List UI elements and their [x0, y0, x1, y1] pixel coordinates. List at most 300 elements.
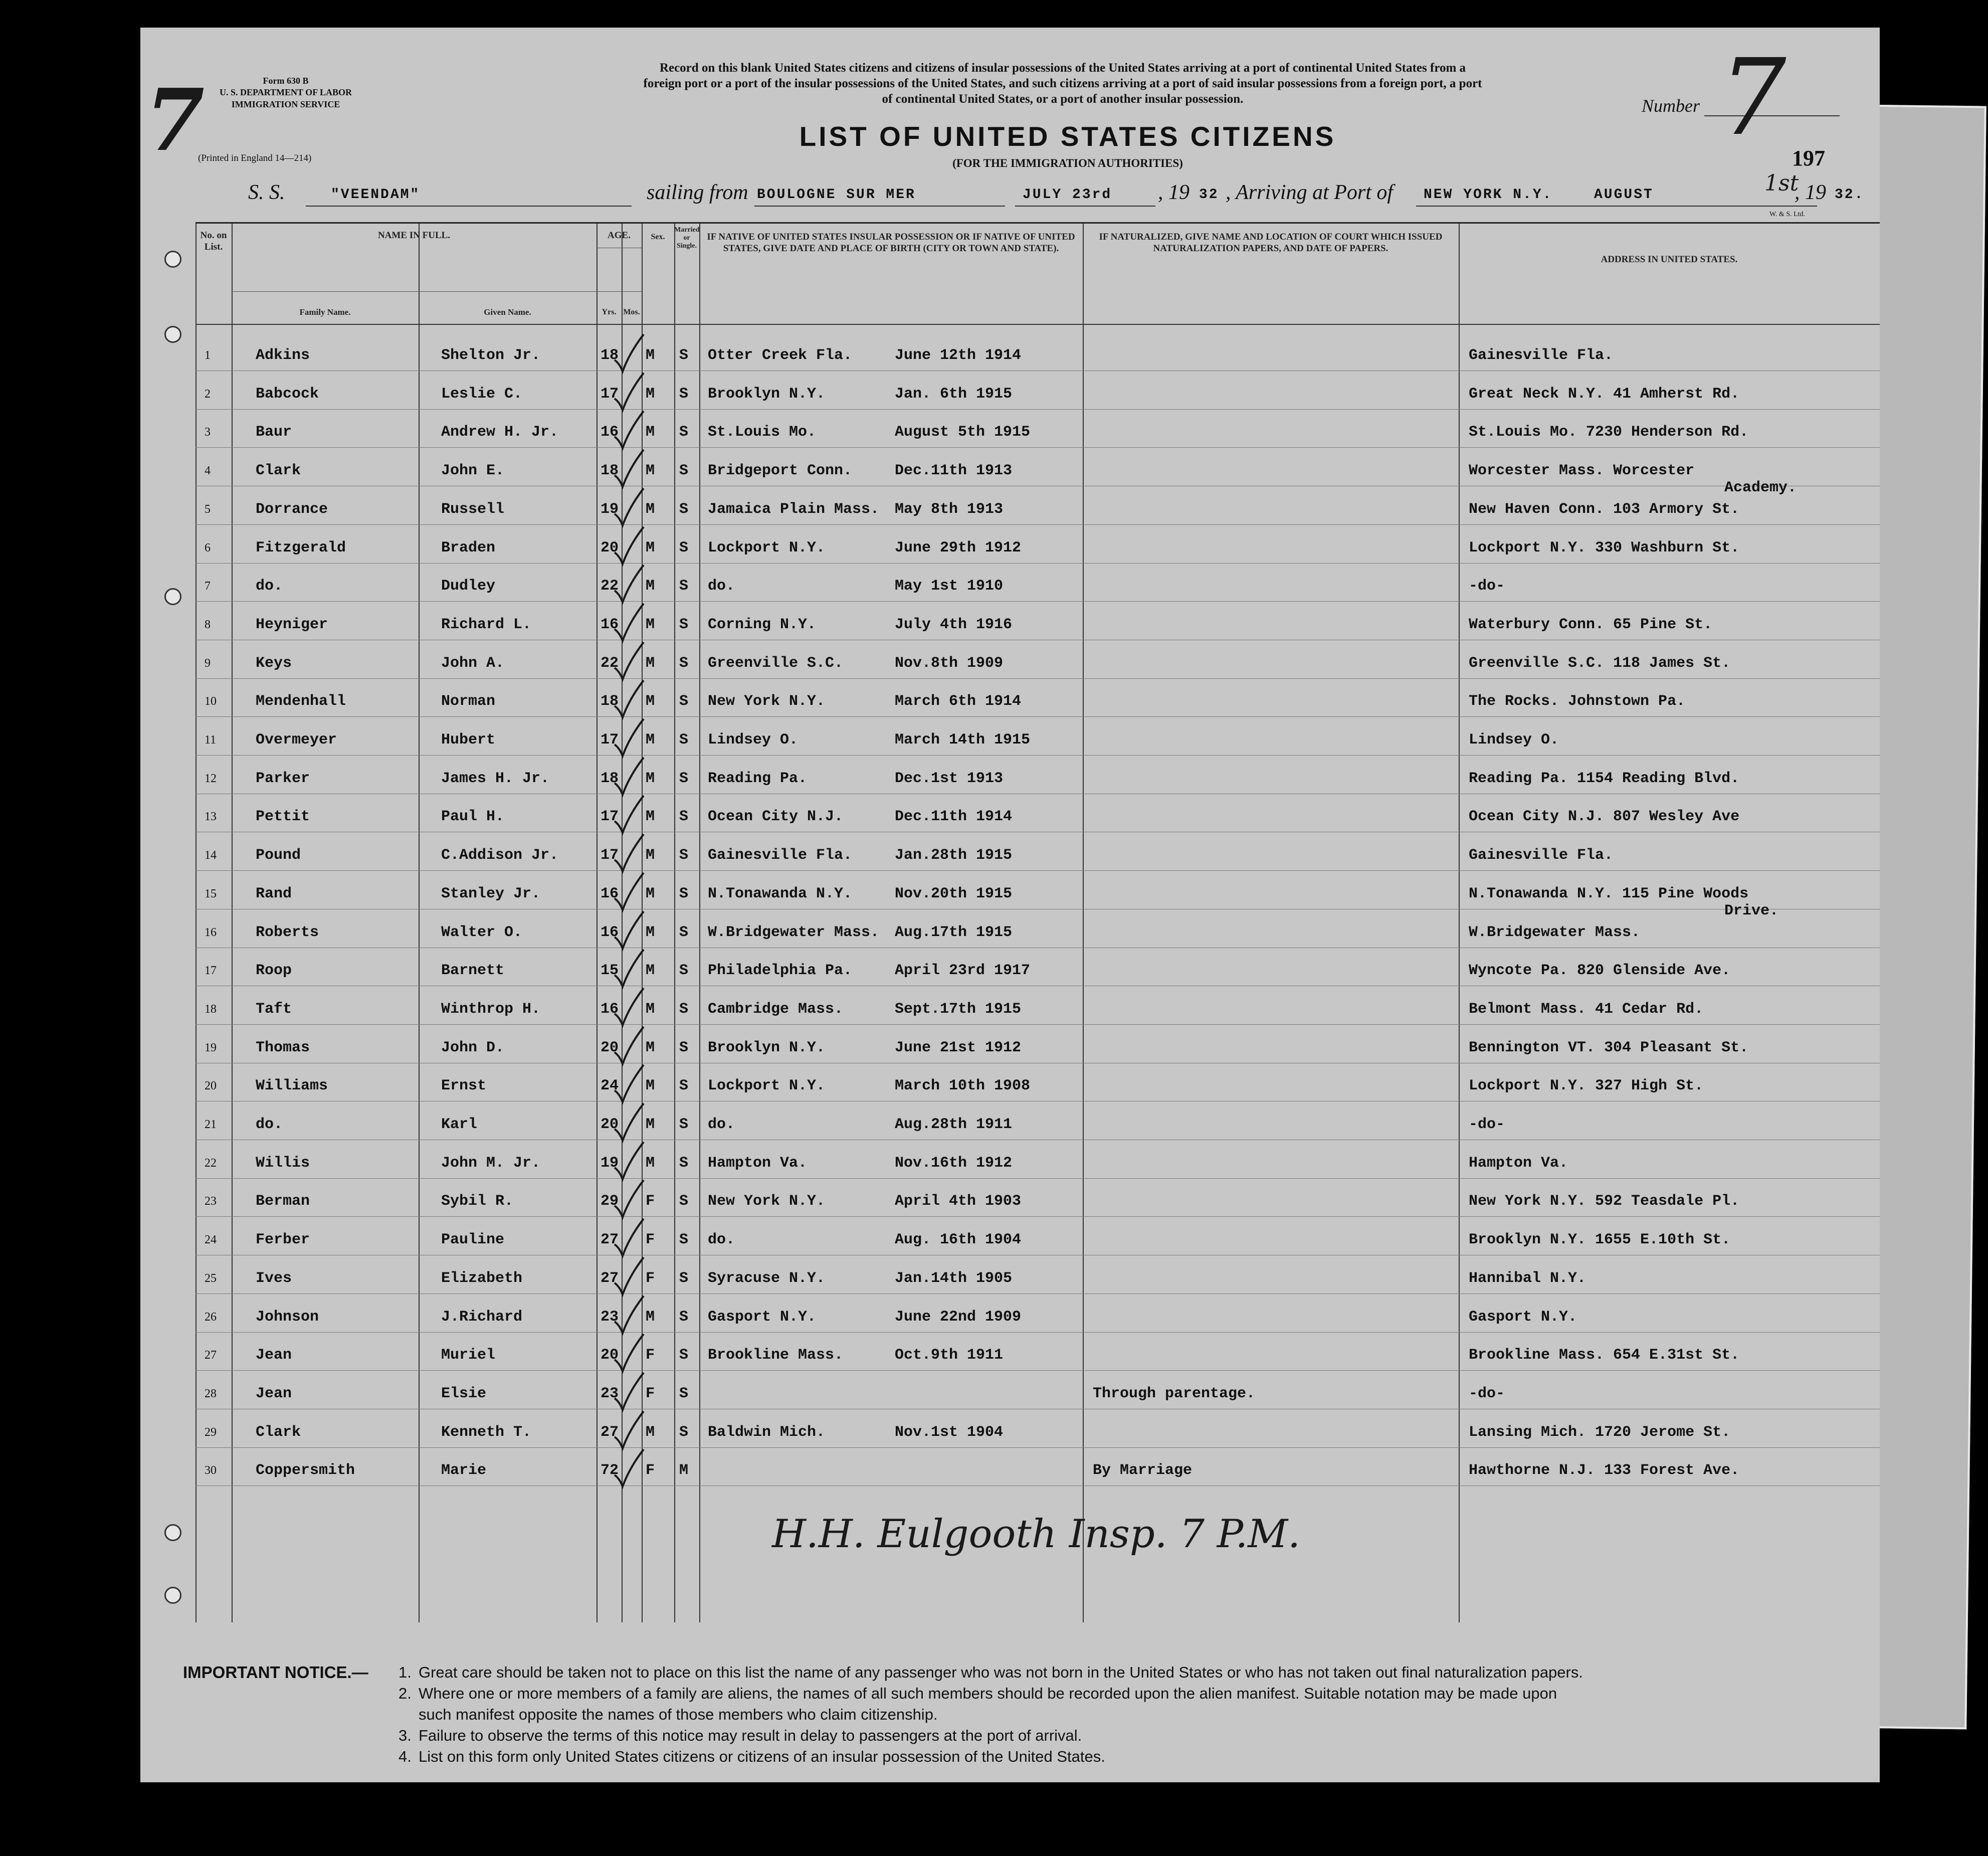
birth-place: do.: [708, 1116, 735, 1133]
sex: F: [646, 1347, 655, 1364]
birth-date: Dec.1st 1913: [895, 770, 1004, 787]
printed-in-note: (Printed in England 14—214): [198, 153, 312, 163]
row-number: 18: [205, 1002, 217, 1016]
given-name: Hubert: [441, 731, 496, 749]
given-name: Russell: [441, 500, 505, 518]
age-years: 16: [601, 424, 619, 441]
birth-date: Nov.8th 1909: [895, 654, 1004, 672]
birth-date: Aug.28th 1911: [895, 1116, 1013, 1133]
row-number: 4: [205, 464, 211, 478]
record-line: of continental United States, or a port of another insular possession.: [882, 92, 1244, 106]
marital-status: S: [679, 462, 689, 480]
birth-date: Nov.20th 1915: [895, 885, 1013, 902]
birth-place: New York N.Y.: [708, 693, 826, 710]
arrival-day: 1st: [1764, 170, 1799, 196]
given-name: C.Addison Jr.: [441, 847, 559, 864]
given-name: Shelton Jr.: [441, 347, 541, 364]
sex: F: [646, 1193, 655, 1210]
age-years: 20: [601, 1116, 619, 1133]
address: Hawthorne N.J. 133 Forest Ave.: [1469, 1462, 1740, 1479]
sex: M: [646, 885, 655, 902]
birth-date: June 12th 1914: [895, 347, 1022, 364]
sex: F: [646, 1231, 655, 1249]
family-name: Baur: [256, 424, 292, 441]
sex: M: [646, 424, 655, 441]
birth-date: June 29th 1912: [895, 539, 1022, 556]
age-years: 18: [601, 770, 619, 787]
notice-item-number: 1.: [399, 1663, 412, 1681]
family-name: Johnson: [256, 1308, 319, 1326]
family-name: Rand: [256, 885, 292, 902]
page-number: 197: [1792, 146, 1825, 170]
given-name: Barnett: [441, 962, 505, 980]
family-name: Willis: [256, 1154, 310, 1172]
birth-date: Nov.16th 1912: [895, 1154, 1013, 1172]
marital-status: S: [679, 923, 689, 941]
birth-place: New York N.Y.: [708, 1193, 826, 1210]
sailing-label: sailing from: [647, 181, 748, 204]
family-name: Overmeyer: [256, 731, 337, 749]
birth-place: N.Tonawanda N.Y.: [708, 885, 853, 902]
age-years: 20: [601, 1347, 619, 1364]
notice-item-text: Failure to observe the terms of this notice may result in delay to passengers at the port of arrival.: [419, 1727, 1082, 1744]
binding-hole: [164, 251, 181, 268]
marital-status: S: [679, 385, 689, 403]
row-number: 25: [205, 1271, 217, 1285]
row-number: 7: [205, 580, 211, 593]
marital-status: S: [679, 1423, 689, 1441]
sex: M: [646, 693, 655, 710]
corner-number: 7: [145, 70, 205, 170]
address: Gainesville Fla.: [1469, 347, 1614, 364]
notice-item-number: 2.: [399, 1685, 412, 1702]
address: N.Tonawanda N.Y. 115 Pine Woods: [1469, 885, 1749, 902]
marital-status: S: [679, 770, 689, 787]
arrival-month: AUGUST: [1594, 187, 1654, 203]
department: U. S. DEPARTMENT OF LABOR: [219, 87, 352, 98]
sex: M: [646, 1308, 655, 1326]
family-name: Roberts: [256, 923, 319, 941]
marital-status: S: [679, 1385, 689, 1402]
sex: F: [646, 1385, 655, 1402]
col-given-name: Given Name.: [484, 307, 531, 317]
birth-date: Dec.11th 1913: [895, 462, 1013, 480]
birth-date: May 1st 1910: [895, 578, 1004, 595]
sex: M: [646, 923, 655, 941]
notice-title: IMPORTANT NOTICE.—: [183, 1663, 368, 1682]
address: Belmont Mass. 41 Cedar Rd.: [1469, 1000, 1704, 1018]
row-number: 15: [205, 887, 217, 900]
age-years: 23: [601, 1385, 619, 1402]
age-years: 23: [601, 1308, 619, 1326]
sex: M: [646, 770, 655, 787]
birth-date: April 4th 1903: [895, 1193, 1022, 1210]
record-instructions: [461, 60, 1664, 107]
age-years: 20: [601, 539, 619, 556]
given-name: Leslie C.: [441, 385, 523, 403]
arriving-label: , Arriving at Port of: [1226, 181, 1394, 204]
marital-status: S: [679, 500, 689, 518]
marital-status: S: [679, 1347, 689, 1364]
address: Worcester Mass. Worcester: [1469, 462, 1695, 480]
given-name: Ernst: [441, 1077, 487, 1095]
birth-place: Jamaica Plain Mass.: [708, 500, 880, 518]
row-number: 12: [205, 772, 217, 785]
sex: M: [646, 1000, 655, 1018]
marital-status: S: [679, 962, 689, 980]
row-number: 21: [205, 1118, 217, 1131]
given-name: John D.: [441, 1039, 505, 1056]
notice-item: [399, 1746, 1105, 1767]
address: Wyncote Pa. 820 Glenside Ave.: [1469, 962, 1731, 980]
given-name: J.Richard: [441, 1308, 523, 1326]
address: Ocean City N.J. 807 Wesley Ave: [1469, 808, 1740, 826]
row-number: 30: [205, 1464, 217, 1477]
depart-year-prefix: , 19: [1158, 181, 1189, 204]
address: Gainesville Fla.: [1469, 847, 1614, 864]
marital-status: S: [679, 808, 689, 826]
birth-date: Nov.1st 1904: [895, 1423, 1004, 1441]
sex: M: [646, 1154, 655, 1172]
row-number: 27: [205, 1349, 217, 1362]
row-number: 20: [205, 1079, 217, 1093]
address: Lockport N.Y. 327 High St.: [1469, 1077, 1704, 1095]
family-name: Heyniger: [256, 616, 328, 633]
row-number: 11: [205, 733, 217, 747]
col-yrs: Yrs.: [602, 308, 617, 316]
given-name: Paul H.: [441, 808, 505, 826]
sex: F: [646, 1462, 655, 1479]
age-years: 27: [601, 1231, 619, 1249]
address: New Haven Conn. 103 Armory St.: [1469, 500, 1740, 518]
birth-place: Greenville S.C.: [708, 654, 844, 672]
marital-status: S: [679, 1077, 689, 1095]
birth-place: Brookline Mass.: [708, 1347, 844, 1364]
family-name: Jean: [256, 1385, 292, 1402]
marital-status: S: [679, 1269, 689, 1287]
sex: M: [646, 731, 655, 749]
row-number: 29: [205, 1425, 217, 1439]
col-mos: Mos.: [623, 308, 640, 316]
family-name: Parker: [256, 770, 310, 787]
family-name: Roop: [256, 962, 292, 980]
birth-date: Jan. 6th 1915: [895, 385, 1013, 403]
printer-mark: W. & S. Ltd.: [1769, 211, 1806, 218]
record-line: Record on this blank United States citizens and citizens of insular possessions of the United States arriving at a port of continental United States from a: [659, 61, 1466, 75]
sex: M: [646, 500, 655, 518]
address: Lansing Mich. 1720 Jerome St.: [1469, 1423, 1731, 1441]
birth-place: do.: [708, 578, 735, 595]
address: Brooklyn N.Y. 1655 E.10th St.: [1469, 1231, 1731, 1249]
row-number: 24: [205, 1233, 217, 1247]
ship-name: "VEENDAM": [331, 187, 421, 203]
family-name: Pound: [256, 847, 301, 864]
col-name-in-full: NAME IN FULL.: [377, 230, 451, 241]
marital-status: S: [679, 1308, 689, 1326]
marital-status: S: [679, 1193, 689, 1210]
given-name: John E.: [441, 462, 505, 480]
address: Hannibal N.Y.: [1469, 1269, 1586, 1287]
birth-date: March 14th 1915: [895, 731, 1031, 749]
birth-place: Lockport N.Y.: [708, 539, 826, 556]
row-number: 8: [205, 618, 211, 631]
binding-hole: [164, 326, 181, 343]
form-identifier: [206, 75, 366, 110]
address: Waterbury Conn. 65 Pine St.: [1469, 616, 1713, 633]
notice-item-text: Great care should be taken not to place on this list the name of any passenger who was not born in the United States or who has not taken out final naturalization papers.: [419, 1663, 1583, 1681]
arrival-year: 32.: [1835, 187, 1865, 203]
form-number: Form 630 B: [263, 76, 309, 86]
address: Bennington VT. 304 Pleasant St.: [1469, 1039, 1749, 1056]
notice-item-text: List on this form only United States citizens or citizens of an insular possession of the United States.: [419, 1748, 1105, 1765]
sex: M: [646, 462, 655, 480]
given-name: Pauline: [441, 1231, 505, 1249]
given-name: Dudley: [441, 578, 496, 595]
given-name: Karl: [441, 1116, 478, 1133]
given-name: John M. Jr.: [441, 1154, 541, 1172]
row-number: 17: [205, 964, 217, 978]
address: Great Neck N.Y. 41 Amherst Rd.: [1469, 385, 1740, 403]
row-number: 19: [205, 1041, 217, 1054]
birth-place: Baldwin Mich.: [708, 1423, 826, 1441]
age-years: 20: [601, 1039, 619, 1056]
birth-place: Ocean City N.J.: [708, 808, 844, 826]
age-years: 22: [601, 654, 619, 672]
from-port: BOULOGNE SUR MER: [757, 187, 916, 203]
birth-place: Gainesville Fla.: [708, 847, 853, 864]
naturalization: By Marriage: [1093, 1462, 1192, 1479]
sex: M: [646, 347, 655, 364]
age-years: 19: [601, 1154, 619, 1172]
address: -do-: [1469, 578, 1505, 595]
sex: M: [646, 1039, 655, 1056]
sex: F: [646, 1269, 655, 1287]
row-number: 9: [205, 656, 211, 670]
family-name: Clark: [256, 462, 301, 480]
birth-place: St.Louis Mo.: [708, 424, 817, 441]
arrival-year-prefix: , 19: [1795, 181, 1826, 204]
arrival-port: NEW YORK N.Y.: [1424, 187, 1553, 203]
given-name: Marie: [441, 1462, 487, 1479]
marital-status: S: [679, 885, 689, 902]
birth-place: Hampton Va.: [708, 1154, 808, 1172]
col-birth: IF NATIVE OF UNITED STATES INSULAR POSSESSION OR IF NATIVE OF UNITED STATES, GIVE DATE AND PLACE OF BIRTH (CITY OR TOWN AND STATE).: [707, 232, 1075, 254]
address: Lindsey O.: [1469, 731, 1559, 749]
binding-hole: [164, 1587, 181, 1604]
row-number: 14: [205, 849, 217, 862]
given-name: Andrew H. Jr.: [441, 424, 559, 441]
given-name: Walter O.: [441, 923, 523, 941]
col-no: No. on List.: [200, 230, 227, 252]
col-naturalized: IF NATURALIZED, GIVE NAME AND LOCATION OF COURT WHICH ISSUED NATURALIZATION PAPERS, AND DATE OF PAPERS.: [1099, 232, 1443, 254]
row-number: 23: [205, 1195, 217, 1208]
age-years: 17: [601, 847, 619, 864]
birth-place: Otter Creek Fla.: [708, 347, 853, 364]
given-name: Muriel: [441, 1347, 496, 1364]
passenger-table: [195, 222, 1880, 1622]
depart-date: JULY 23rd: [1023, 187, 1112, 203]
birth-place: Cambridge Mass.: [708, 1000, 844, 1018]
sex: M: [646, 808, 655, 826]
address: Lockport N.Y. 330 Washburn St.: [1469, 539, 1740, 556]
list-number: 7: [1719, 36, 1786, 159]
given-name: Sybil R.: [441, 1193, 514, 1210]
sex: M: [646, 616, 655, 633]
address: Gasport N.Y.: [1469, 1308, 1577, 1326]
age-years: 16: [601, 923, 619, 941]
given-name: Elsie: [441, 1385, 487, 1402]
sex: M: [646, 1116, 655, 1133]
row-number: 5: [205, 502, 211, 516]
age-years: 16: [601, 1000, 619, 1018]
given-name: Elizabeth: [441, 1269, 523, 1287]
sex: M: [646, 539, 655, 556]
given-name: Norman: [441, 693, 496, 710]
col-family-name: Family Name.: [299, 307, 351, 317]
birth-place: Corning N.Y.: [708, 616, 817, 633]
binding-hole: [164, 1524, 181, 1541]
family-name: Coppersmith: [256, 1462, 355, 1479]
notice-item-text: such manifest opposite the names of those members who claim citizenship.: [419, 1706, 938, 1723]
family-name: Babcock: [256, 385, 319, 403]
notice-item-number: 3.: [399, 1727, 412, 1744]
birth-date: Jan.28th 1915: [895, 847, 1013, 864]
address: -do-: [1469, 1385, 1505, 1402]
sex: M: [646, 962, 655, 980]
address: St.Louis Mo. 7230 Henderson Rd.: [1469, 424, 1749, 441]
birth-date: March 6th 1914: [895, 693, 1022, 710]
row-number: 2: [205, 387, 211, 401]
marital-status: S: [679, 424, 689, 441]
marital-status: S: [679, 347, 689, 364]
family-name: Mendenhall: [256, 693, 346, 710]
family-name: Williams: [256, 1077, 328, 1095]
birth-date: March 10th 1908: [895, 1077, 1031, 1095]
depart-year: 32: [1199, 187, 1219, 203]
birth-date: Aug. 16th 1904: [895, 1231, 1022, 1249]
family-name: Berman: [256, 1193, 310, 1210]
marital-status: S: [679, 1154, 689, 1172]
given-name: Winthrop H.: [441, 1000, 541, 1018]
marital-status: S: [679, 654, 689, 672]
given-name: Kenneth T.: [441, 1423, 532, 1441]
row-number: 16: [205, 925, 217, 939]
address-continued: Drive.: [1724, 902, 1779, 919]
birth-place: Brooklyn N.Y.: [708, 1039, 826, 1056]
marital-status: S: [679, 1000, 689, 1018]
notice-item-text: Where one or more members of a family are aliens, the names of all such members should be recorded upon the alien manifest. Suitable notation may be made upon: [419, 1685, 1557, 1702]
row-number: 6: [205, 541, 211, 554]
age-years: 18: [601, 347, 619, 364]
marital-status: S: [679, 731, 689, 749]
sex: M: [646, 1423, 655, 1441]
marital-status: S: [679, 847, 689, 864]
age-years: 16: [601, 616, 619, 633]
age-years: 72: [601, 1462, 619, 1479]
record-line: foreign port or a port of the insular possessions of the United States, and such citizens arriving at a port of said insular possessions from a foreign port, a port: [643, 77, 1482, 90]
col-age: AGE.: [608, 230, 631, 241]
birth-place: Syracuse N.Y.: [708, 1269, 826, 1287]
marital-status: S: [679, 693, 689, 710]
birth-place: Gasport N.Y.: [708, 1308, 817, 1326]
given-name: John A.: [441, 654, 505, 672]
age-years: 18: [601, 462, 619, 480]
birth-date: April 23rd 1917: [895, 962, 1031, 980]
sex: M: [646, 385, 655, 403]
birth-date: June 21st 1912: [895, 1039, 1022, 1056]
row-number: 26: [205, 1310, 217, 1324]
family-name: Thomas: [256, 1039, 310, 1056]
marital-status: S: [679, 1116, 689, 1133]
birth-place: Philadelphia Pa.: [708, 962, 853, 980]
birth-date: Jan.14th 1905: [895, 1269, 1013, 1287]
address: Brookline Mass. 654 E.31st St.: [1469, 1347, 1740, 1364]
inspector-signature: H.H. Eulgooth Insp. 7 P.M.: [772, 1512, 1300, 1557]
family-name: do.: [256, 1116, 283, 1133]
notice-item: [419, 1704, 938, 1725]
number-label: Number: [1642, 96, 1700, 116]
address-continued: Academy.: [1724, 479, 1797, 497]
age-years: 16: [601, 885, 619, 902]
age-years: 18: [601, 693, 619, 710]
birth-place: Lockport N.Y.: [708, 1077, 826, 1095]
service: IMMIGRATION SERVICE: [231, 99, 340, 109]
sex: M: [646, 654, 655, 672]
sex: M: [646, 578, 655, 595]
birth-date: June 22nd 1909: [895, 1308, 1022, 1326]
manifest-page: [140, 28, 1880, 1782]
row-number: 1: [205, 349, 211, 362]
sex: M: [646, 847, 655, 864]
family-name: Fitzgerald: [256, 539, 346, 556]
marital-status: S: [679, 578, 689, 595]
ship-prefix: S. S.: [248, 181, 285, 204]
list-title: LIST OF UNITED STATES CITIZENS: [799, 121, 1336, 152]
row-number: 22: [205, 1156, 217, 1170]
birth-date: Oct.9th 1911: [895, 1347, 1004, 1364]
address: W.Bridgewater Mass.: [1469, 923, 1641, 941]
age-years: 17: [601, 808, 619, 826]
family-name: Ives: [256, 1269, 292, 1287]
birth-place: W.Bridgewater Mass.: [708, 923, 880, 941]
address: Hampton Va.: [1469, 1154, 1568, 1172]
col-address: ADDRESS IN UNITED STATES.: [1601, 254, 1738, 265]
marital-status: S: [679, 616, 689, 633]
birth-place: Lindsey O.: [708, 731, 799, 749]
notice-item: [399, 1725, 1082, 1746]
address: -do-: [1469, 1116, 1505, 1133]
row-number: 13: [205, 810, 217, 824]
notice-item: [399, 1662, 1583, 1683]
binding-hole: [164, 588, 181, 605]
birth-date: July 4th 1916: [895, 616, 1013, 633]
birth-place: Bridgeport Conn.: [708, 462, 853, 480]
notice-item: [399, 1683, 1557, 1704]
age-years: 22: [601, 578, 619, 595]
age-years: 15: [601, 962, 619, 980]
birth-date: Dec.11th 1914: [895, 808, 1013, 826]
list-subtitle: (FOR THE IMMIGRATION AUTHORITIES): [952, 157, 1183, 169]
age-years: 17: [601, 731, 619, 749]
address: Greenville S.C. 118 James St.: [1469, 654, 1731, 672]
age-years: 27: [601, 1269, 619, 1287]
birth-date: August 5th 1915: [895, 424, 1031, 441]
birth-place: Reading Pa.: [708, 770, 808, 787]
row-number: 28: [205, 1387, 217, 1400]
age-years: 24: [601, 1077, 619, 1095]
family-name: Pettit: [256, 808, 310, 826]
given-name: Braden: [441, 539, 496, 556]
